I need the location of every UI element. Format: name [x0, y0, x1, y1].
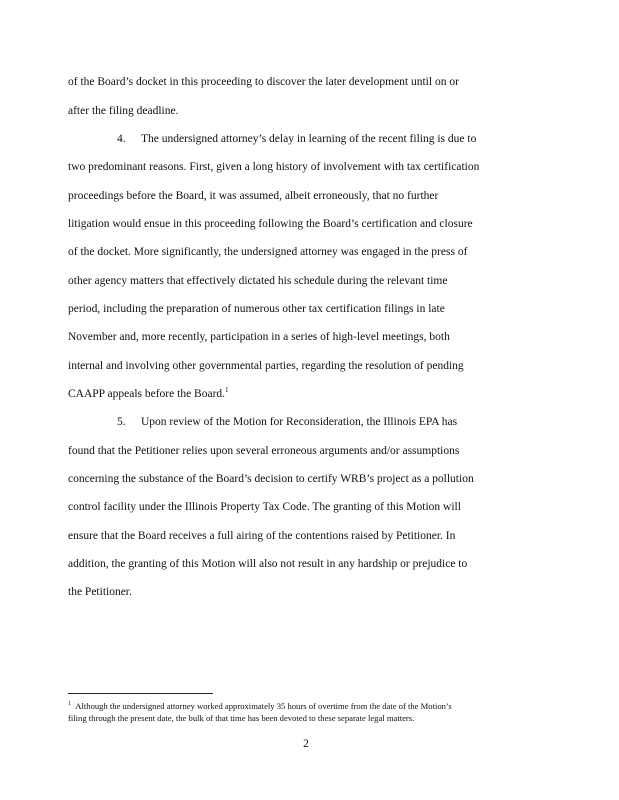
body-line: found that the Petitioner relies upon several erroneous arguments and/or assumptions	[68, 445, 460, 457]
page-number: 2	[303, 738, 309, 750]
body-line: addition, the granting of this Motion will also not result in any hardship or prejudice to	[68, 558, 468, 570]
footnote-text: Although the undersigned attorney worked approximately 35 hours of overtime from the date of the Motion’s	[75, 701, 452, 711]
footnote-line: filing through the present date, the bulk of that time has been devoted to these separate legal matters.	[68, 713, 415, 723]
footnote-reference: 1	[225, 386, 229, 395]
body-line: litigation would ensue in this proceeding following the Board’s certification and closure	[68, 218, 473, 230]
body-line: two predominant reasons. First, given a long history of involvement with tax certification	[68, 161, 480, 173]
body-line: of the docket. More significantly, the undersigned attorney was engaged in the press of	[68, 246, 468, 258]
body-line: period, including the preparation of numerous other tax certification filings in late	[68, 303, 445, 315]
paragraph-number: 4.	[117, 133, 126, 145]
body-line: of the Board’s docket in this proceeding to discover the later development until on or	[68, 76, 459, 88]
body-line-text: CAAPP appeals before the Board.	[68, 388, 226, 400]
paragraph-number: 5.	[117, 416, 126, 428]
body-line: the Petitioner.	[68, 586, 132, 598]
body-line: The undersigned attorney’s delay in learning of the recent filing is due to	[141, 133, 477, 145]
body-line: other agency matters that effectively dictated his schedule during the relevant time	[68, 275, 448, 287]
footnote-separator	[68, 693, 213, 694]
body-line: internal and involving other governmental parties, regarding the resolution of pending	[68, 360, 464, 372]
body-line: Upon review of the Motion for Reconsideration, the Illinois EPA has	[141, 416, 458, 428]
body-line	[68, 387, 229, 401]
body-line: concerning the substance of the Board’s decision to certify WRB’s project as a pollution	[68, 473, 474, 485]
footnote-marker: 1	[68, 701, 71, 708]
body-line: proceedings before the Board, it was assumed, albeit erroneously, that no further	[68, 190, 439, 202]
body-line: after the filing deadline.	[68, 105, 179, 117]
body-line: ensure that the Board receives a full airing of the contentions raised by Petitioner. In	[68, 530, 456, 542]
body-line: November and, more recently, participation in a series of high-level meetings, both	[68, 331, 450, 343]
footnote-line	[68, 701, 452, 712]
body-line: control facility under the Illinois Property Tax Code. The granting of this Motion will	[68, 501, 461, 513]
